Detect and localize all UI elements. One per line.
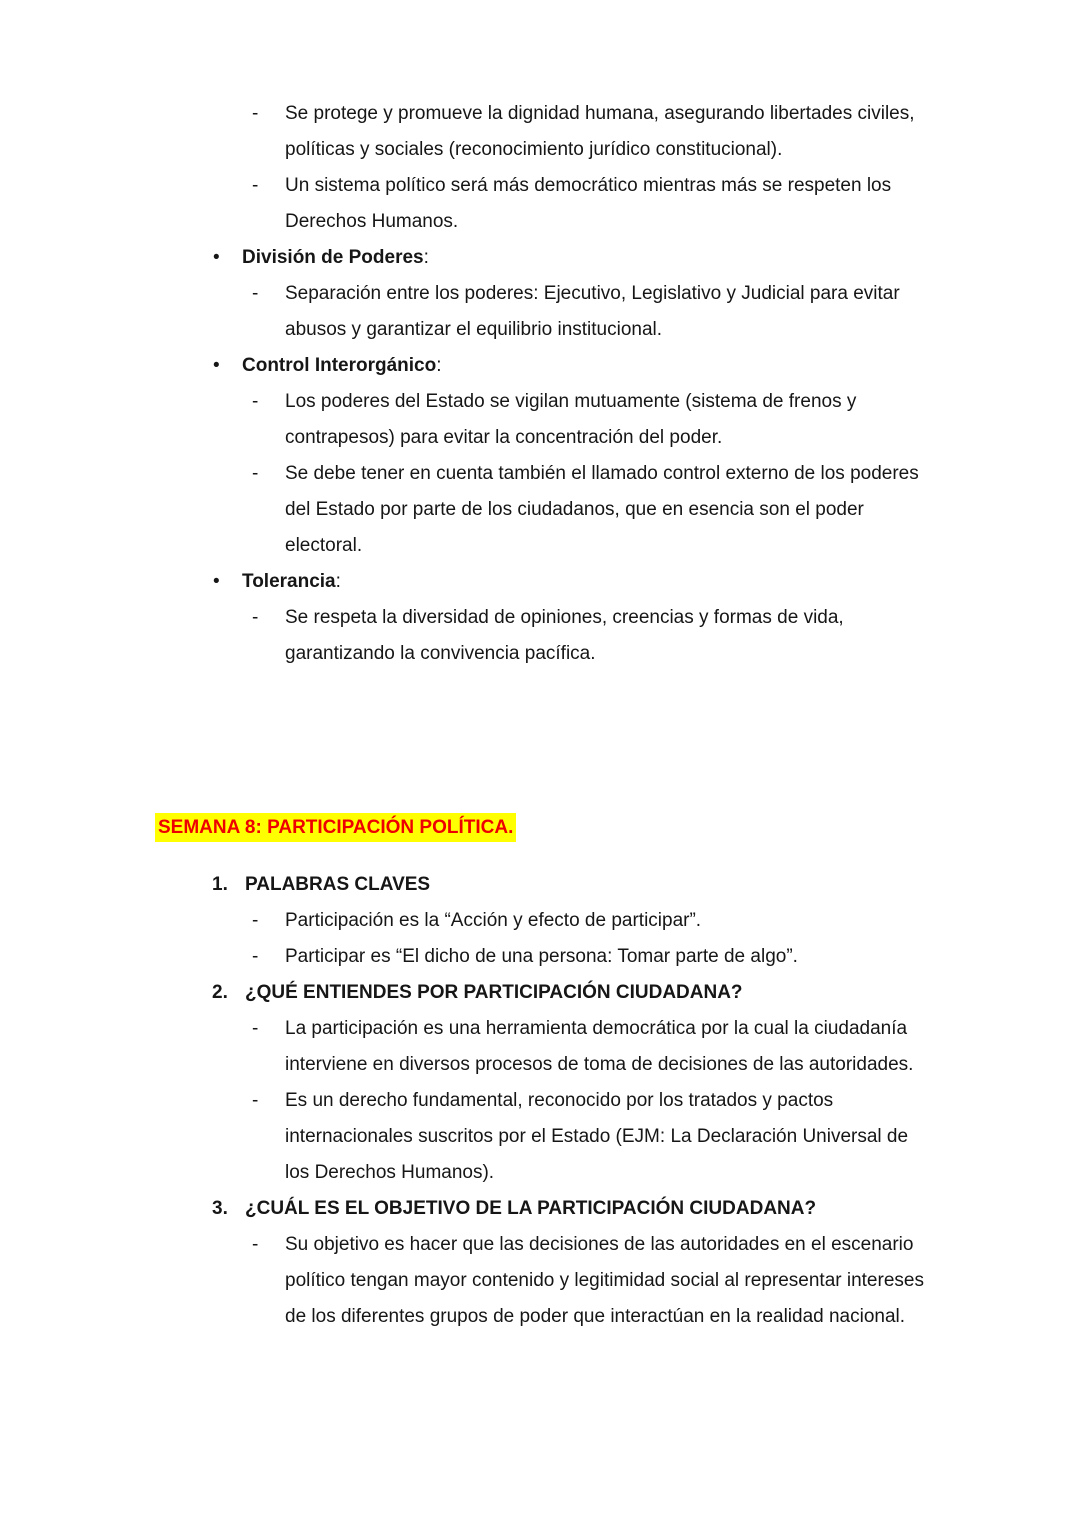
list-item	[0, 276, 1080, 348]
vertical-gap	[0, 846, 1080, 867]
bullet-marker: •	[213, 571, 220, 592]
section-title-wrap	[242, 240, 429, 276]
section-title: PALABRAS CLAVES	[245, 874, 431, 895]
list-item	[0, 168, 1080, 240]
dash-marker: -	[252, 910, 259, 931]
colon: :	[335, 571, 341, 592]
list-item	[0, 600, 1080, 672]
list-item	[0, 1083, 1080, 1191]
list-item-text: Separación entre los poderes: Ejecutivo, Legislativo y Judicial para evitar abusos y garantizar el equilibrio institucional.	[285, 283, 900, 340]
week-heading: SEMANA 8: PARTICIPACIÓN POLÍTICA.	[155, 813, 516, 842]
dash-marker: -	[252, 463, 259, 484]
number-marker: 1.	[212, 874, 228, 895]
section-title: ¿CUÁL ES EL OBJETIVO DE LA PARTICIPACIÓN CIUDADANA?	[245, 1198, 817, 1219]
dash-marker: -	[252, 283, 259, 304]
dash-marker: -	[252, 1234, 259, 1255]
list-item-text: Su objetivo es hacer que las decisiones de las autoridades en el escenario político tengan mayor contenido y legitimidad social al representar intereses de los diferentes grupos de poder que interactúan en la realidad nacional.	[285, 1234, 924, 1327]
bullet-section-heading	[0, 348, 1080, 384]
bullet-marker: •	[213, 355, 220, 376]
list-item	[0, 456, 1080, 564]
dash-marker: -	[252, 103, 259, 124]
list-item-text: Participación es la “Acción y efecto de participar”.	[285, 910, 702, 931]
number-marker: 3.	[212, 1198, 228, 1219]
list-item-text: Es un derecho fundamental, reconocido por los tratados y pactos internacionales suscritos por el Estado (EJM: La Declaración Universal de los Derechos Humanos).	[285, 1090, 909, 1183]
list-item-text: Los poderes del Estado se vigilan mutuamente (sistema de frenos y contrapesos) para evitar la concentración del poder.	[285, 391, 857, 448]
section-title: Tolerancia	[242, 571, 336, 592]
section-title: ¿QUÉ ENTIENDES POR PARTICIPACIÓN CIUDADANA?	[245, 982, 743, 1003]
dash-marker: -	[252, 1090, 259, 1111]
section-title-wrap	[242, 348, 442, 384]
week-heading-row	[0, 810, 1080, 846]
bullet-section-heading	[0, 240, 1080, 276]
list-item	[0, 1011, 1080, 1083]
list-item	[0, 939, 1080, 975]
dash-marker: -	[252, 607, 259, 628]
list-item	[0, 1227, 1080, 1335]
numbered-section-heading	[0, 975, 1080, 1011]
list-item-text: Participar es “El dicho de una persona: Tomar parte de algo”.	[285, 946, 798, 967]
dash-marker: -	[252, 1018, 259, 1039]
list-item-text: La participación es una herramienta democrática por la cual la ciudadanía interviene en diversos procesos de toma de decisiones de las autoridades.	[285, 1018, 914, 1075]
list-item-text: Se respeta la diversidad de opiniones, creencias y formas de vida, garantizando la convivencia pacífica.	[285, 607, 844, 664]
section-title: Control Interorgánico	[242, 355, 437, 376]
vertical-gap	[0, 672, 1080, 810]
numbered-section-heading	[0, 1191, 1080, 1227]
dash-marker: -	[252, 175, 259, 196]
list-item-text: Se debe tener en cuenta también el llamado control externo de los poderes del Estado por parte de los ciudadanos, que en esencia son el poder electoral.	[285, 463, 919, 556]
colon: :	[436, 355, 442, 376]
section-title-wrap	[242, 564, 341, 600]
list-item	[0, 96, 1080, 168]
dash-marker: -	[252, 946, 259, 967]
list-item-text: Se protege y promueve la dignidad humana, asegurando libertades civiles, políticas y sociales (reconocimiento jurídico constitucional).	[285, 103, 915, 160]
bullet-section-heading	[0, 564, 1080, 600]
list-item	[0, 384, 1080, 456]
list-item-text: Un sistema político será más democrático mientras más se respeten los Derechos Humanos.	[285, 175, 892, 232]
dash-marker: -	[252, 391, 259, 412]
numbered-section-heading	[0, 867, 1080, 903]
number-marker: 2.	[212, 982, 228, 1003]
bullet-marker: •	[213, 247, 220, 268]
list-item	[0, 903, 1080, 939]
colon: :	[423, 247, 429, 268]
section-title: División de Poderes	[242, 247, 424, 268]
